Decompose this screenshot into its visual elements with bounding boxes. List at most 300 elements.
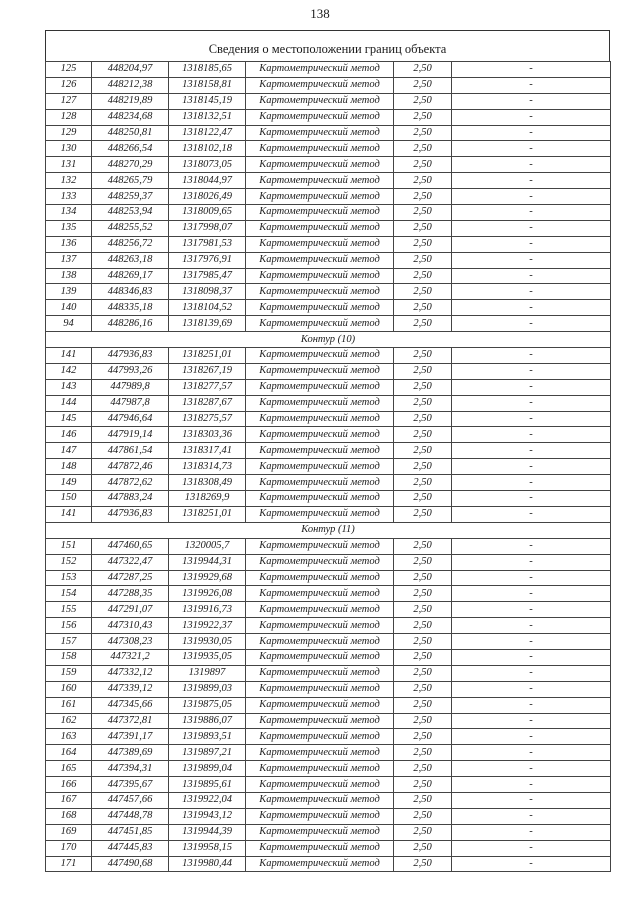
description-cell: - — [452, 395, 611, 411]
table-row — [46, 681, 611, 697]
description-cell: - — [452, 268, 611, 284]
description-cell: - — [452, 729, 611, 745]
y-coordinate-cell: 1318044,97 — [169, 173, 246, 189]
method-cell: Картометрический метод — [246, 586, 394, 602]
y-coordinate-cell: 1318139,69 — [169, 316, 246, 332]
method-cell: Картометрический метод — [246, 808, 394, 824]
point-number-cell: 169 — [46, 824, 92, 840]
accuracy-cell: 2,50 — [394, 459, 452, 475]
point-number-cell: 139 — [46, 284, 92, 300]
description-cell: - — [452, 363, 611, 379]
method-cell: Картометрический метод — [246, 649, 394, 665]
accuracy-cell: 2,50 — [394, 538, 452, 554]
contour-label: Контур (11) — [46, 522, 611, 538]
x-coordinate-cell: 447308,23 — [92, 634, 169, 650]
table-row — [46, 459, 611, 475]
accuracy-cell: 2,50 — [394, 792, 452, 808]
method-cell: Картометрический метод — [246, 284, 394, 300]
table-row — [46, 713, 611, 729]
coordinates-table — [45, 61, 611, 872]
description-cell: - — [452, 808, 611, 824]
x-coordinate-cell: 448219,89 — [92, 93, 169, 109]
description-cell: - — [452, 570, 611, 586]
table-row — [46, 538, 611, 554]
method-cell: Картометрический метод — [246, 427, 394, 443]
method-cell: Картометрический метод — [246, 491, 394, 507]
x-coordinate-cell: 448270,29 — [92, 157, 169, 173]
method-cell: Картометрический метод — [246, 125, 394, 141]
point-number-cell: 138 — [46, 268, 92, 284]
point-number-cell: 145 — [46, 411, 92, 427]
table-row — [46, 173, 611, 189]
point-number-cell: 168 — [46, 808, 92, 824]
description-cell: - — [452, 745, 611, 761]
description-cell: - — [452, 443, 611, 459]
method-cell: Картометрический метод — [246, 141, 394, 157]
method-cell: Картометрический метод — [246, 713, 394, 729]
y-coordinate-cell: 1319944,31 — [169, 554, 246, 570]
description-cell: - — [452, 93, 611, 109]
method-cell: Картометрический метод — [246, 62, 394, 78]
table-row — [46, 395, 611, 411]
x-coordinate-cell: 448259,37 — [92, 189, 169, 205]
accuracy-cell: 2,50 — [394, 395, 452, 411]
table-row — [46, 62, 611, 78]
table-row — [46, 427, 611, 443]
y-coordinate-cell: 1318251,01 — [169, 506, 246, 522]
method-cell: Картометрический метод — [246, 411, 394, 427]
point-number-cell: 129 — [46, 125, 92, 141]
description-cell: - — [452, 840, 611, 856]
point-number-cell: 170 — [46, 840, 92, 856]
x-coordinate-cell: 447861,54 — [92, 443, 169, 459]
point-number-cell: 160 — [46, 681, 92, 697]
method-cell: Картометрический метод — [246, 792, 394, 808]
y-coordinate-cell: 1318269,9 — [169, 491, 246, 507]
table-row — [46, 300, 611, 316]
description-cell: - — [452, 681, 611, 697]
point-number-cell: 149 — [46, 475, 92, 491]
description-cell: - — [452, 125, 611, 141]
method-cell: Картометрический метод — [246, 93, 394, 109]
description-cell: - — [452, 475, 611, 491]
y-coordinate-cell: 1319929,68 — [169, 570, 246, 586]
accuracy-cell: 2,50 — [394, 443, 452, 459]
x-coordinate-cell: 448265,79 — [92, 173, 169, 189]
y-coordinate-cell: 1318132,51 — [169, 109, 246, 125]
x-coordinate-cell: 447987,8 — [92, 395, 169, 411]
accuracy-cell: 2,50 — [394, 729, 452, 745]
accuracy-cell: 2,50 — [394, 618, 452, 634]
table-row — [46, 443, 611, 459]
accuracy-cell: 2,50 — [394, 77, 452, 93]
y-coordinate-cell: 1319943,12 — [169, 808, 246, 824]
point-number-cell: 155 — [46, 602, 92, 618]
description-cell: - — [452, 618, 611, 634]
y-coordinate-cell: 1317981,53 — [169, 236, 246, 252]
method-cell: Картометрический метод — [246, 475, 394, 491]
table-row — [46, 284, 611, 300]
x-coordinate-cell: 447989,8 — [92, 379, 169, 395]
description-cell: - — [452, 205, 611, 221]
point-number-cell: 159 — [46, 665, 92, 681]
point-number-cell: 125 — [46, 62, 92, 78]
point-number-cell: 146 — [46, 427, 92, 443]
y-coordinate-cell: 1319930,05 — [169, 634, 246, 650]
table-row — [46, 109, 611, 125]
table-row — [46, 840, 611, 856]
method-cell: Картометрический метод — [246, 602, 394, 618]
coordinates-sheet — [45, 30, 610, 872]
point-number-cell: 133 — [46, 189, 92, 205]
description-cell: - — [452, 62, 611, 78]
x-coordinate-cell: 448266,54 — [92, 141, 169, 157]
y-coordinate-cell: 1318303,36 — [169, 427, 246, 443]
point-number-cell: 165 — [46, 761, 92, 777]
description-cell: - — [452, 506, 611, 522]
method-cell: Картометрический метод — [246, 109, 394, 125]
x-coordinate-cell: 448346,83 — [92, 284, 169, 300]
accuracy-cell: 2,50 — [394, 777, 452, 793]
table-row — [46, 856, 611, 872]
x-coordinate-cell: 447391,17 — [92, 729, 169, 745]
method-cell: Картометрический метод — [246, 268, 394, 284]
x-coordinate-cell: 447883,24 — [92, 491, 169, 507]
point-number-cell: 151 — [46, 538, 92, 554]
method-cell: Картометрический метод — [246, 300, 394, 316]
method-cell: Картометрический метод — [246, 856, 394, 872]
table-row — [46, 268, 611, 284]
method-cell: Картометрический метод — [246, 157, 394, 173]
method-cell: Картометрический метод — [246, 459, 394, 475]
x-coordinate-cell: 447872,46 — [92, 459, 169, 475]
y-coordinate-cell: 1319897 — [169, 665, 246, 681]
contour-header-row — [46, 522, 611, 538]
x-coordinate-cell: 447291,07 — [92, 602, 169, 618]
accuracy-cell: 2,50 — [394, 649, 452, 665]
x-coordinate-cell: 447936,83 — [92, 348, 169, 364]
point-number-cell: 171 — [46, 856, 92, 872]
accuracy-cell: 2,50 — [394, 141, 452, 157]
description-cell: - — [452, 665, 611, 681]
y-coordinate-cell: 1318314,73 — [169, 459, 246, 475]
method-cell: Картометрический метод — [246, 634, 394, 650]
table-row — [46, 316, 611, 332]
accuracy-cell: 2,50 — [394, 189, 452, 205]
table-row — [46, 602, 611, 618]
point-number-cell: 167 — [46, 792, 92, 808]
y-coordinate-cell: 1319886,07 — [169, 713, 246, 729]
point-number-cell: 166 — [46, 777, 92, 793]
accuracy-cell: 2,50 — [394, 506, 452, 522]
y-coordinate-cell: 1319893,51 — [169, 729, 246, 745]
table-caption: Сведения о местоположении границ объекта — [45, 30, 610, 61]
x-coordinate-cell: 447460,65 — [92, 538, 169, 554]
x-coordinate-cell: 447445,83 — [92, 840, 169, 856]
y-coordinate-cell: 1319926,08 — [169, 586, 246, 602]
description-cell: - — [452, 427, 611, 443]
y-coordinate-cell: 1318251,01 — [169, 348, 246, 364]
x-coordinate-cell: 447321,2 — [92, 649, 169, 665]
method-cell: Картометрический метод — [246, 665, 394, 681]
y-coordinate-cell: 1319944,39 — [169, 824, 246, 840]
accuracy-cell: 2,50 — [394, 602, 452, 618]
table-row — [46, 77, 611, 93]
table-row — [46, 348, 611, 364]
point-number-cell: 152 — [46, 554, 92, 570]
y-coordinate-cell: 1318009,65 — [169, 205, 246, 221]
description-cell: - — [452, 856, 611, 872]
x-coordinate-cell: 447490,68 — [92, 856, 169, 872]
description-cell: - — [452, 602, 611, 618]
table-row — [46, 761, 611, 777]
y-coordinate-cell: 1318185,65 — [169, 62, 246, 78]
y-coordinate-cell: 1317976,91 — [169, 252, 246, 268]
point-number-cell: 158 — [46, 649, 92, 665]
x-coordinate-cell: 448212,38 — [92, 77, 169, 93]
table-row — [46, 411, 611, 427]
accuracy-cell: 2,50 — [394, 856, 452, 872]
y-coordinate-cell: 1319958,15 — [169, 840, 246, 856]
method-cell: Картометрический метод — [246, 506, 394, 522]
accuracy-cell: 2,50 — [394, 348, 452, 364]
table-row — [46, 634, 611, 650]
x-coordinate-cell: 447395,67 — [92, 777, 169, 793]
accuracy-cell: 2,50 — [394, 554, 452, 570]
table-row — [46, 665, 611, 681]
method-cell: Картометрический метод — [246, 824, 394, 840]
table-row — [46, 157, 611, 173]
x-coordinate-cell: 448286,16 — [92, 316, 169, 332]
y-coordinate-cell: 1318102,18 — [169, 141, 246, 157]
x-coordinate-cell: 447872,62 — [92, 475, 169, 491]
table-row — [46, 252, 611, 268]
accuracy-cell: 2,50 — [394, 634, 452, 650]
description-cell: - — [452, 554, 611, 570]
contour-header-row — [46, 332, 611, 348]
table-row — [46, 125, 611, 141]
y-coordinate-cell: 1317998,07 — [169, 220, 246, 236]
accuracy-cell: 2,50 — [394, 665, 452, 681]
accuracy-cell: 2,50 — [394, 93, 452, 109]
x-coordinate-cell: 447372,81 — [92, 713, 169, 729]
coordinates-table-body — [46, 62, 611, 872]
description-cell: - — [452, 538, 611, 554]
method-cell: Картометрический метод — [246, 554, 394, 570]
method-cell: Картометрический метод — [246, 681, 394, 697]
y-coordinate-cell: 1319897,21 — [169, 745, 246, 761]
x-coordinate-cell: 447936,83 — [92, 506, 169, 522]
x-coordinate-cell: 448335,18 — [92, 300, 169, 316]
table-row — [46, 729, 611, 745]
y-coordinate-cell: 1318277,57 — [169, 379, 246, 395]
point-number-cell: 161 — [46, 697, 92, 713]
accuracy-cell: 2,50 — [394, 808, 452, 824]
table-row — [46, 777, 611, 793]
accuracy-cell: 2,50 — [394, 300, 452, 316]
point-number-cell: 127 — [46, 93, 92, 109]
description-cell: - — [452, 284, 611, 300]
x-coordinate-cell: 447288,35 — [92, 586, 169, 602]
description-cell: - — [452, 777, 611, 793]
description-cell: - — [452, 649, 611, 665]
description-cell: - — [452, 77, 611, 93]
x-coordinate-cell: 448256,72 — [92, 236, 169, 252]
y-coordinate-cell: 1319935,05 — [169, 649, 246, 665]
point-number-cell: 137 — [46, 252, 92, 268]
method-cell: Картометрический метод — [246, 570, 394, 586]
accuracy-cell: 2,50 — [394, 745, 452, 761]
method-cell: Картометрический метод — [246, 363, 394, 379]
point-number-cell: 136 — [46, 236, 92, 252]
x-coordinate-cell: 447322,47 — [92, 554, 169, 570]
table-row — [46, 141, 611, 157]
table-row — [46, 697, 611, 713]
point-number-cell: 94 — [46, 316, 92, 332]
table-row — [46, 649, 611, 665]
x-coordinate-cell: 447448,78 — [92, 808, 169, 824]
description-cell: - — [452, 316, 611, 332]
y-coordinate-cell: 1318122,47 — [169, 125, 246, 141]
point-number-cell: 130 — [46, 141, 92, 157]
accuracy-cell: 2,50 — [394, 236, 452, 252]
description-cell: - — [452, 634, 611, 650]
accuracy-cell: 2,50 — [394, 586, 452, 602]
x-coordinate-cell: 447993,26 — [92, 363, 169, 379]
accuracy-cell: 2,50 — [394, 681, 452, 697]
y-coordinate-cell: 1318275,57 — [169, 411, 246, 427]
method-cell: Картометрический метод — [246, 379, 394, 395]
accuracy-cell: 2,50 — [394, 824, 452, 840]
method-cell: Картометрический метод — [246, 777, 394, 793]
table-row — [46, 363, 611, 379]
y-coordinate-cell: 1318026,49 — [169, 189, 246, 205]
method-cell: Картометрический метод — [246, 840, 394, 856]
accuracy-cell: 2,50 — [394, 713, 452, 729]
y-coordinate-cell: 1318098,37 — [169, 284, 246, 300]
y-coordinate-cell: 1318267,19 — [169, 363, 246, 379]
x-coordinate-cell: 448253,94 — [92, 205, 169, 221]
description-cell: - — [452, 109, 611, 125]
y-coordinate-cell: 1317985,47 — [169, 268, 246, 284]
x-coordinate-cell: 447389,69 — [92, 745, 169, 761]
y-coordinate-cell: 1319875,05 — [169, 697, 246, 713]
table-row — [46, 824, 611, 840]
accuracy-cell: 2,50 — [394, 379, 452, 395]
point-number-cell: 126 — [46, 77, 92, 93]
description-cell: - — [452, 173, 611, 189]
method-cell: Картометрический метод — [246, 443, 394, 459]
table-row — [46, 554, 611, 570]
accuracy-cell: 2,50 — [394, 316, 452, 332]
accuracy-cell: 2,50 — [394, 252, 452, 268]
method-cell: Картометрический метод — [246, 189, 394, 205]
y-coordinate-cell: 1318317,41 — [169, 443, 246, 459]
table-row — [46, 491, 611, 507]
accuracy-cell: 2,50 — [394, 761, 452, 777]
method-cell: Картометрический метод — [246, 697, 394, 713]
x-coordinate-cell: 447394,31 — [92, 761, 169, 777]
x-coordinate-cell: 447287,25 — [92, 570, 169, 586]
description-cell: - — [452, 300, 611, 316]
description-cell: - — [452, 141, 611, 157]
description-cell: - — [452, 459, 611, 475]
point-number-cell: 134 — [46, 205, 92, 221]
description-cell: - — [452, 824, 611, 840]
point-number-cell: 128 — [46, 109, 92, 125]
description-cell: - — [452, 220, 611, 236]
y-coordinate-cell: 1318308,49 — [169, 475, 246, 491]
table-row — [46, 236, 611, 252]
accuracy-cell: 2,50 — [394, 109, 452, 125]
table-row — [46, 570, 611, 586]
point-number-cell: 141 — [46, 506, 92, 522]
point-number-cell: 156 — [46, 618, 92, 634]
x-coordinate-cell: 447946,64 — [92, 411, 169, 427]
accuracy-cell: 2,50 — [394, 205, 452, 221]
accuracy-cell: 2,50 — [394, 570, 452, 586]
table-row — [46, 792, 611, 808]
method-cell: Картометрический метод — [246, 761, 394, 777]
contour-label: Контур (10) — [46, 332, 611, 348]
table-row — [46, 506, 611, 522]
description-cell: - — [452, 157, 611, 173]
method-cell: Картометрический метод — [246, 252, 394, 268]
x-coordinate-cell: 447457,66 — [92, 792, 169, 808]
y-coordinate-cell: 1319899,03 — [169, 681, 246, 697]
accuracy-cell: 2,50 — [394, 840, 452, 856]
x-coordinate-cell: 448234,68 — [92, 109, 169, 125]
accuracy-cell: 2,50 — [394, 427, 452, 443]
table-row — [46, 220, 611, 236]
table-row — [46, 379, 611, 395]
y-coordinate-cell: 1319922,04 — [169, 792, 246, 808]
x-coordinate-cell: 447332,12 — [92, 665, 169, 681]
description-cell: - — [452, 252, 611, 268]
description-cell: - — [452, 697, 611, 713]
method-cell: Картометрический метод — [246, 205, 394, 221]
accuracy-cell: 2,50 — [394, 157, 452, 173]
x-coordinate-cell: 448204,97 — [92, 62, 169, 78]
description-cell: - — [452, 491, 611, 507]
description-cell: - — [452, 713, 611, 729]
accuracy-cell: 2,50 — [394, 284, 452, 300]
point-number-cell: 141 — [46, 348, 92, 364]
accuracy-cell: 2,50 — [394, 475, 452, 491]
x-coordinate-cell: 447451,85 — [92, 824, 169, 840]
table-row — [46, 745, 611, 761]
point-number-cell: 144 — [46, 395, 92, 411]
accuracy-cell: 2,50 — [394, 363, 452, 379]
y-coordinate-cell: 1318145,19 — [169, 93, 246, 109]
x-coordinate-cell: 448255,52 — [92, 220, 169, 236]
page-number: 138 — [310, 6, 330, 21]
method-cell: Картометрический метод — [246, 538, 394, 554]
method-cell: Картометрический метод — [246, 316, 394, 332]
method-cell: Картометрический метод — [246, 173, 394, 189]
description-cell: - — [452, 189, 611, 205]
accuracy-cell: 2,50 — [394, 62, 452, 78]
point-number-cell: 162 — [46, 713, 92, 729]
description-cell: - — [452, 411, 611, 427]
point-number-cell: 157 — [46, 634, 92, 650]
y-coordinate-cell: 1319980,44 — [169, 856, 246, 872]
table-row — [46, 93, 611, 109]
method-cell: Картометрический метод — [246, 729, 394, 745]
y-coordinate-cell: 1318104,52 — [169, 300, 246, 316]
y-coordinate-cell: 1318287,67 — [169, 395, 246, 411]
point-number-cell: 140 — [46, 300, 92, 316]
